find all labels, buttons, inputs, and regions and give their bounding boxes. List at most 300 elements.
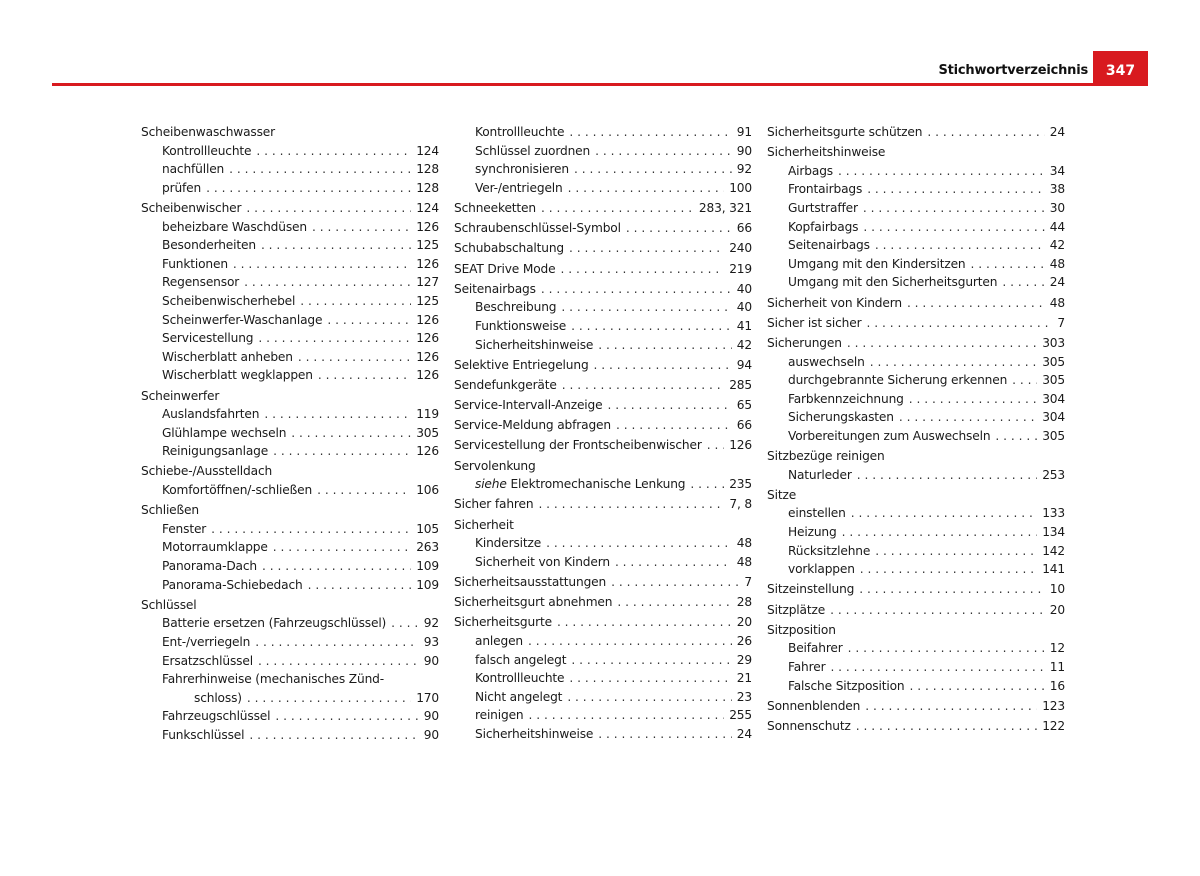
page-reference: 42 <box>1049 238 1065 253</box>
dot-leader <box>863 218 1044 237</box>
dot-leader <box>255 633 419 652</box>
page-reference: 119 <box>416 407 439 422</box>
index-entry <box>454 219 752 238</box>
index-term-text: Sicherungen <box>767 335 842 350</box>
dot-leader <box>308 576 412 595</box>
index-subentry <box>141 481 439 500</box>
page-reference: 10 <box>1049 582 1065 597</box>
index-term-text: Fahrer <box>788 659 826 674</box>
index-entry-group <box>141 199 439 385</box>
index-term-text: Elektromechanische Lenkung <box>506 477 686 492</box>
index-subentry <box>767 390 1065 409</box>
index-term-text: Seitenairbags <box>454 281 536 296</box>
index-term <box>454 280 536 299</box>
index-term-text: Falsche Sitzposition <box>788 678 905 693</box>
page-reference: 123 <box>1042 698 1065 713</box>
index-term <box>788 390 904 409</box>
section-title: Stichwortverzeichnis <box>938 63 1088 78</box>
index-term <box>788 353 865 372</box>
index-entry <box>767 123 1065 142</box>
dot-leader <box>595 142 732 161</box>
page-reference: 100 <box>729 180 752 195</box>
index-term-text: Scheibenwischerhebel <box>162 293 296 308</box>
index-term-text: falsch angelegt <box>475 652 567 667</box>
page-reference: 304 <box>1042 391 1065 406</box>
index-subentry <box>767 466 1065 485</box>
index-term-text: Sicherheitsausstattungen <box>454 574 607 589</box>
dot-leader <box>875 236 1045 255</box>
index-term <box>767 601 825 620</box>
index-term-text: SEAT Drive Mode <box>454 261 556 276</box>
dot-leader <box>865 697 1037 716</box>
index-term <box>454 495 533 514</box>
index-term-text: Sicherungskasten <box>788 410 894 425</box>
index-entry <box>767 486 1065 505</box>
page-reference: 126 <box>416 312 439 327</box>
index-term <box>454 219 621 238</box>
index-term-text: Servicestellung der Frontscheibenwischer <box>454 438 702 453</box>
index-entry <box>454 260 752 279</box>
page-reference: 106 <box>416 483 439 498</box>
index-term <box>788 523 837 542</box>
index-term <box>788 658 825 677</box>
page-reference: 125 <box>416 293 439 308</box>
page-reference: 170 <box>416 690 439 705</box>
index-term <box>141 462 272 481</box>
index-term-text: Farbkennzeichnung <box>788 391 904 406</box>
page-reference: 23 <box>736 689 752 704</box>
index-term <box>162 707 270 726</box>
index-subentry <box>767 427 1065 446</box>
index-term-text: Service-Meldung abfragen <box>454 418 611 433</box>
index-term <box>788 504 846 523</box>
index-term-text: Scheinwerfer <box>141 388 220 403</box>
index-term <box>162 442 268 461</box>
page-reference: 48 <box>1049 295 1065 310</box>
dot-leader <box>312 218 411 237</box>
index-term <box>141 199 241 218</box>
index-term <box>141 596 197 615</box>
index-subentry <box>767 504 1065 523</box>
page-reference: 48 <box>736 554 752 569</box>
dot-leader <box>907 294 1045 313</box>
index-subentry <box>767 180 1065 199</box>
index-term-text: Sicherheitshinweise <box>475 337 594 352</box>
index-term-text: Kindersitze <box>475 536 542 551</box>
index-term <box>162 348 293 367</box>
page-reference: 263 <box>416 540 439 555</box>
index-subentry <box>141 142 439 161</box>
index-term-text: Sicherheitshinweise <box>475 726 594 741</box>
index-term-text: Scheibenwischer <box>141 200 242 215</box>
dot-leader <box>291 424 411 443</box>
page-reference: 141 <box>1042 562 1065 577</box>
dot-leader <box>842 523 1038 542</box>
index-entry-group <box>454 593 752 612</box>
index-term <box>788 677 904 696</box>
index-term-text: Fenster <box>162 521 207 536</box>
index-subentry <box>141 707 439 726</box>
index-term <box>475 632 523 651</box>
index-term-text: auswechseln <box>788 354 865 369</box>
dot-leader <box>626 219 732 238</box>
dot-leader <box>838 162 1045 181</box>
index-term-text: Funktionen <box>162 256 228 271</box>
dot-leader <box>851 504 1037 523</box>
dot-leader <box>229 160 411 179</box>
index-term-text: Heizung <box>788 525 837 540</box>
dot-leader <box>317 481 411 500</box>
page-reference: 7 <box>744 574 752 589</box>
page-reference: 109 <box>416 559 439 574</box>
page-reference: 92 <box>736 162 752 177</box>
index-subentry <box>141 442 439 461</box>
index-term <box>475 725 593 744</box>
page-reference: 66 <box>736 418 752 433</box>
index-term <box>162 218 307 237</box>
index-entry-group <box>141 501 439 594</box>
index-entry <box>141 199 439 218</box>
index-entry-group <box>767 717 1065 736</box>
index-entry <box>767 717 1065 736</box>
index-subentry <box>454 336 752 355</box>
index-entry-group <box>454 199 752 218</box>
page-reference: 90 <box>423 653 439 668</box>
dot-leader <box>561 298 731 317</box>
index-term-text: Batterie ersetzen (Fahrzeugschlüssel) <box>162 616 387 631</box>
index-term <box>475 160 569 179</box>
page-reference: 41 <box>736 318 752 333</box>
index-term <box>162 255 228 274</box>
index-subentry <box>141 670 439 707</box>
dot-leader <box>615 553 732 572</box>
index-term <box>162 311 322 330</box>
index-subentry <box>767 353 1065 372</box>
index-subentry <box>454 534 752 553</box>
index-subentry <box>141 311 439 330</box>
page-reference: 126 <box>729 438 752 453</box>
index-term <box>475 179 563 198</box>
index-term-text: Sonnenblenden <box>767 698 861 713</box>
index-term <box>162 142 251 161</box>
index-subentry <box>767 639 1065 658</box>
index-term-text: Panorama-Dach <box>162 559 257 574</box>
index-term <box>767 486 796 505</box>
index-entry-group <box>767 334 1065 446</box>
index-subentry <box>141 424 439 443</box>
index-term <box>162 273 239 292</box>
index-entry <box>141 462 439 481</box>
index-subentry <box>767 199 1065 218</box>
dot-leader <box>617 593 731 612</box>
index-entry-group <box>454 280 752 354</box>
page-reference: 305 <box>1042 354 1065 369</box>
index-term <box>162 652 253 671</box>
dot-leader <box>1002 273 1044 292</box>
dot-leader <box>594 356 732 375</box>
page-reference: 7 <box>1057 315 1065 330</box>
index-term <box>788 542 870 561</box>
index-term <box>454 573 606 592</box>
page-reference: 94 <box>736 357 752 372</box>
page-reference: 133 <box>1042 506 1065 521</box>
dot-leader <box>875 542 1037 561</box>
index-term <box>788 466 852 485</box>
index-entry-group <box>767 143 1065 292</box>
index-subentry <box>141 633 439 652</box>
index-entry-group <box>454 239 752 258</box>
index-subentry <box>141 255 439 274</box>
index-entry-group <box>454 495 752 514</box>
index-term <box>454 593 612 612</box>
dot-leader <box>206 179 411 198</box>
page-reference: 124 <box>416 143 439 158</box>
index-term-text: Kontrollleuchte <box>475 125 565 139</box>
index-term-text: nachfüllen <box>162 162 225 177</box>
index-term <box>788 162 833 181</box>
index-entry-group <box>767 697 1065 716</box>
index-subentry <box>141 236 439 255</box>
page-reference: 93 <box>423 635 439 649</box>
index-term-text: Beschreibung <box>475 300 557 315</box>
page-reference: 128 <box>416 162 439 177</box>
dot-leader <box>616 416 732 435</box>
index-subentry <box>141 726 439 745</box>
page-reference: 48 <box>736 536 752 551</box>
dot-leader <box>273 538 411 557</box>
index-entry <box>454 516 752 535</box>
page-reference: 126 <box>416 349 439 364</box>
index-entry-group <box>454 516 752 572</box>
index-subentry <box>767 236 1065 255</box>
index-term <box>788 427 990 446</box>
index-term <box>475 651 566 670</box>
dot-leader <box>909 677 1044 696</box>
index-subentry <box>454 669 752 688</box>
dot-leader <box>557 613 732 632</box>
page-reference: 90 <box>423 709 439 724</box>
index-term-text: Funkschlüssel <box>162 727 245 742</box>
index-entry-group <box>141 123 439 197</box>
index-subentry <box>454 706 752 725</box>
index-term-text: Seitenairbags <box>788 238 870 253</box>
index-term-text: Sicherheit <box>454 517 514 532</box>
index-entry <box>141 596 439 615</box>
index-term <box>162 557 257 576</box>
index-term <box>788 560 855 579</box>
index-entry-group <box>454 436 752 455</box>
index-term-text: Sitzplätze <box>767 602 826 617</box>
index-term <box>767 143 885 162</box>
dot-leader <box>611 573 739 592</box>
page-reference: 305 <box>1042 373 1065 388</box>
index-entry-group <box>141 596 439 745</box>
dot-leader <box>211 520 411 539</box>
index-subentry <box>141 405 439 424</box>
page-reference: 29 <box>736 652 752 667</box>
index-entry <box>454 416 752 435</box>
page-reference: 24 <box>736 726 752 741</box>
index-subentry <box>454 179 752 198</box>
index-term <box>788 236 870 255</box>
index-subentry <box>141 614 439 633</box>
index-term-text: durchgebrannte Sicherung erkennen <box>788 373 1008 388</box>
index-entry-group <box>454 219 752 238</box>
dot-leader <box>830 601 1045 620</box>
index-term-text: Schneeketten <box>454 200 536 215</box>
index-subentry <box>454 651 752 670</box>
index-term-text: beheizbare Waschdüsen <box>162 219 307 234</box>
index-entry-group <box>767 294 1065 313</box>
page-reference: 126 <box>416 256 439 271</box>
dot-leader <box>569 669 731 688</box>
index-term <box>767 334 842 353</box>
dot-leader <box>598 336 732 355</box>
index-entry-group <box>454 573 752 592</box>
index-term <box>162 160 224 179</box>
index-subentry <box>767 255 1065 274</box>
index-entry-group <box>454 416 752 435</box>
index-entry <box>767 294 1065 313</box>
index-subentry <box>141 218 439 237</box>
dot-leader <box>538 495 724 514</box>
dot-leader <box>247 689 411 708</box>
index-term-text: Rücksitzlehne <box>788 543 871 558</box>
index-term-text: anlegen <box>475 633 523 648</box>
index-subentry <box>454 475 752 494</box>
index-subentry <box>141 273 439 292</box>
index-subentry-continued <box>162 689 439 708</box>
index-entry-group <box>454 613 752 743</box>
index-entry-group <box>767 314 1065 333</box>
index-term <box>454 436 702 455</box>
dot-leader <box>262 557 411 576</box>
index-entry-group <box>767 123 1065 142</box>
index-entry <box>141 387 439 406</box>
index-entry <box>454 573 752 592</box>
dot-leader <box>562 376 724 395</box>
dot-leader <box>567 688 731 707</box>
index-term-text: Servolenkung <box>454 458 536 473</box>
index-term <box>788 639 843 658</box>
index-term-text: Sicherheitsgurt abnehmen <box>454 595 613 610</box>
dot-leader <box>866 314 1052 333</box>
page-reference: 255 <box>729 708 752 723</box>
index-term-text: Schubabschaltung <box>454 241 565 256</box>
dot-leader <box>857 466 1037 485</box>
index-term-text: Sicherheit von Kindern <box>475 554 610 569</box>
dot-leader <box>256 142 411 161</box>
index-term <box>162 726 244 745</box>
index-term-text: vorklappen <box>788 562 855 577</box>
index-subentry <box>767 560 1065 579</box>
index-entry <box>767 697 1065 716</box>
index-subentry <box>141 160 439 179</box>
index-term <box>162 481 312 500</box>
page-reference: 128 <box>416 180 439 195</box>
index-term-text: Gurtstraffer <box>788 200 858 215</box>
index-term <box>162 633 250 652</box>
page-reference: 65 <box>736 398 752 413</box>
dot-leader <box>848 639 1045 658</box>
index-entry-group <box>767 621 1065 695</box>
page-reference: 90 <box>423 727 439 742</box>
index-term <box>162 329 253 348</box>
index-term-text: Airbags <box>788 163 833 178</box>
index-subentry <box>141 329 439 348</box>
dot-leader <box>546 534 732 553</box>
index-term <box>767 580 854 599</box>
page-reference: 109 <box>416 577 439 592</box>
index-entry <box>454 199 752 218</box>
index-entry <box>454 376 752 395</box>
dot-leader <box>300 292 411 311</box>
index-entry <box>767 447 1065 466</box>
index-term-text: Besonderheiten <box>162 238 256 253</box>
index-entry-group <box>454 396 752 415</box>
dot-leader <box>856 717 1037 736</box>
dot-leader <box>541 199 694 218</box>
dot-leader <box>707 436 724 455</box>
index-term <box>162 614 386 633</box>
page-reference: 34 <box>1049 163 1065 178</box>
page-number-box <box>1093 51 1148 86</box>
dot-leader <box>899 408 1037 427</box>
index-term-text: Ent-/verriegeln <box>162 635 251 649</box>
index-term-text: Nicht angelegt <box>475 689 563 704</box>
page-reference: 24 <box>1049 275 1065 290</box>
index-term-text: Vorbereitungen zum Auswechseln <box>788 428 991 443</box>
index-term-text: Scheinwerfer-Waschanlage <box>162 312 323 327</box>
index-term <box>141 387 219 406</box>
dot-leader <box>528 632 732 651</box>
index-entry-group <box>454 123 752 197</box>
index-subentry <box>141 557 439 576</box>
dot-leader <box>391 614 419 633</box>
page-reference: 235 <box>729 477 752 492</box>
dot-leader <box>560 260 724 279</box>
index-term <box>767 621 836 640</box>
index-term <box>141 501 199 520</box>
dot-leader <box>327 311 411 330</box>
dot-leader <box>571 651 731 670</box>
page-reference: 126 <box>416 331 439 346</box>
page-reference: 20 <box>1049 602 1065 617</box>
page-reference: 304 <box>1042 410 1065 425</box>
index-term <box>454 199 536 218</box>
page-reference: 125 <box>416 238 439 253</box>
index-subentry <box>767 371 1065 390</box>
index-term <box>475 298 556 317</box>
index-term-text: Ver-/entriegeln <box>475 180 563 195</box>
index-term <box>162 576 303 595</box>
page-reference: 253 <box>1042 467 1065 482</box>
see-reference: siehe <box>475 477 507 492</box>
index-term <box>475 688 562 707</box>
index-subentry <box>767 218 1065 237</box>
index-term-text: Beifahrer <box>788 641 843 656</box>
index-term <box>475 317 566 336</box>
index-term-text: Schlüssel zuordnen <box>475 143 591 158</box>
index-term <box>788 273 997 292</box>
index-term-text: Sitzposition <box>767 622 836 637</box>
index-term <box>475 553 610 572</box>
index-term <box>788 199 858 218</box>
index-term-text: Sicherheitsgurte schützen <box>767 125 923 139</box>
page-reference: 90 <box>736 143 752 158</box>
index-term <box>454 396 602 415</box>
index-term-text: Sicherheitshinweise <box>767 145 886 160</box>
